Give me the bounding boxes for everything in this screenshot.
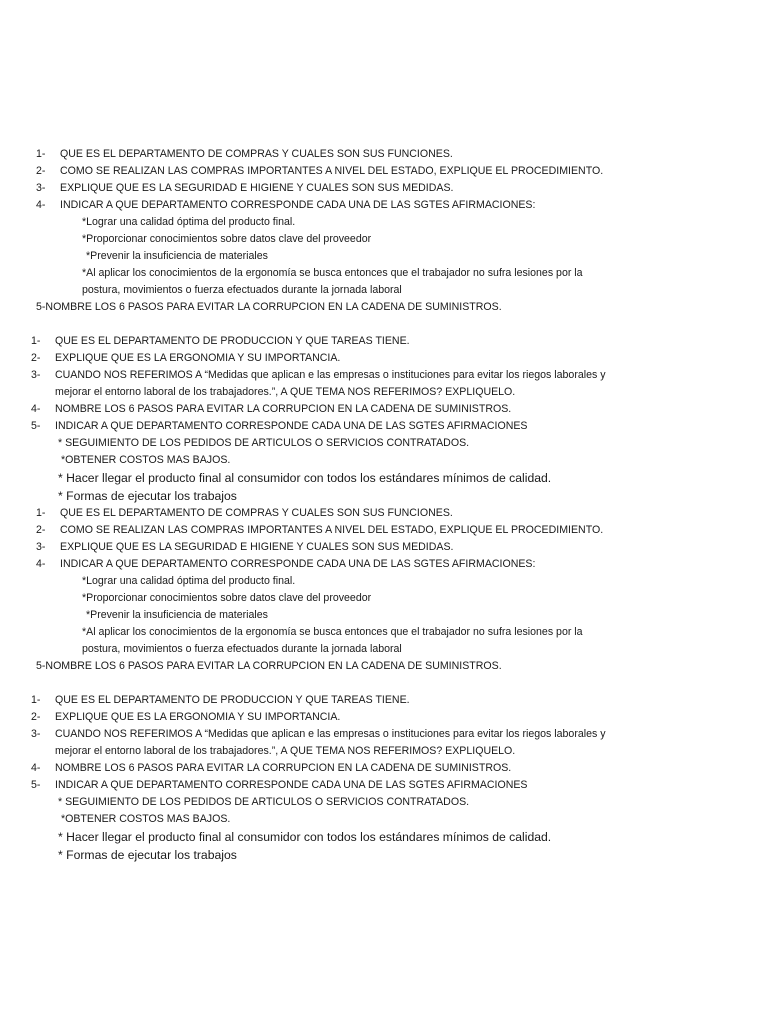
question-text: EXPLIQUE QUE ES LA ERGONOMIA Y SU IMPORTANCIA. (55, 352, 341, 364)
question-text: NOMBRE LOS 6 PASOS PARA EVITAR LA CORRUPCION EN LA CADENA DE SUMINISTROS. (55, 762, 512, 774)
question-number: 1- (36, 507, 46, 519)
statement-item: * Formas de ejecutar los trabajos (58, 489, 237, 503)
question-line (0, 777, 768, 794)
question-text: NOMBRE LOS 6 PASOS PARA EVITAR LA CORRUPCION EN LA CADENA DE SUMINISTROS. (55, 403, 512, 415)
question-line (0, 522, 768, 539)
question-line (0, 726, 768, 743)
statement-item-continuation: postura, movimientos o fuerza efectuados durante la jornada laboral (82, 284, 402, 296)
question-line (0, 197, 768, 214)
question-number: 2- (31, 352, 41, 364)
question-line (0, 333, 768, 350)
question-line (0, 658, 768, 675)
question-continuation: mejorar el entorno laboral de los trabajadores.”, A QUE TEMA NOS REFERIMOS? EXPLIQUELO. (55, 386, 516, 398)
question-line (0, 350, 768, 367)
question-line (0, 692, 768, 709)
question-continuation: mejorar el entorno laboral de los trabajadores.”, A QUE TEMA NOS REFERIMOS? EXPLIQUELO. (55, 745, 516, 757)
question-text: QUE ES EL DEPARTAMENTO DE COMPRAS Y CUALES SON SUS FUNCIONES. (60, 148, 453, 160)
question-number: 4- (31, 762, 41, 774)
question-number: 3- (31, 728, 41, 740)
question-line (0, 418, 768, 435)
statement-item: * SEGUIMIENTO DE LOS PEDIDOS DE ARTICULOS O SERVICIOS CONTRATADOS. (58, 437, 470, 449)
statement-item: *Al aplicar los conocimientos de la ergonomía se busca entonces que el trabajador no sufra lesiones por la (82, 267, 583, 279)
question-number: 1- (31, 335, 41, 347)
question-text: INDICAR A QUE DEPARTAMENTO CORRESPONDE CADA UNA DE LAS SGTES AFIRMACIONES (55, 420, 528, 432)
question-line (0, 505, 768, 522)
question-text: 5-NOMBRE LOS 6 PASOS PARA EVITAR LA CORRUPCION EN LA CADENA DE SUMINISTROS. (36, 301, 502, 313)
document-page (0, 146, 768, 864)
statement-item: *Prevenir la insuficiencia de materiales (86, 609, 268, 621)
question-line (0, 556, 768, 573)
statement-item: *Lograr una calidad óptima del producto final. (82, 216, 296, 228)
question-number: 4- (36, 199, 46, 211)
question-line (0, 760, 768, 777)
question-line (0, 539, 768, 556)
question-text: QUE ES EL DEPARTAMENTO DE COMPRAS Y CUALES SON SUS FUNCIONES. (60, 507, 453, 519)
question-text: EXPLIQUE QUE ES LA ERGONOMIA Y SU IMPORTANCIA. (55, 711, 341, 723)
question-text: QUE ES EL DEPARTAMENTO DE PRODUCCION Y QUE TAREAS TIENE. (55, 694, 410, 706)
question-number: 1- (36, 148, 46, 160)
question-line (0, 299, 768, 316)
question-text: INDICAR A QUE DEPARTAMENTO CORRESPONDE CADA UNA DE LAS SGTES AFIRMACIONES: (60, 558, 536, 570)
question-number: 5- (31, 779, 41, 791)
statement-item: *Lograr una calidad óptima del producto final. (82, 575, 296, 587)
statement-item: *Al aplicar los conocimientos de la ergonomía se busca entonces que el trabajador no sufra lesiones por la (82, 626, 583, 638)
question-text: EXPLIQUE QUE ES LA SEGURIDAD E HIGIENE Y CUALES SON SUS MEDIDAS. (60, 541, 454, 553)
question-number: 3- (31, 369, 41, 381)
question-number: 2- (31, 711, 41, 723)
question-number: 2- (36, 165, 46, 177)
question-text: EXPLIQUE QUE ES LA SEGURIDAD E HIGIENE Y CUALES SON SUS MEDIDAS. (60, 182, 454, 194)
question-text: QUE ES EL DEPARTAMENTO DE PRODUCCION Y QUE TAREAS TIENE. (55, 335, 410, 347)
question-number: 3- (36, 541, 46, 553)
question-line (0, 401, 768, 418)
statement-item: *Prevenir la insuficiencia de materiales (86, 250, 268, 262)
question-text: 5-NOMBRE LOS 6 PASOS PARA EVITAR LA CORRUPCION EN LA CADENA DE SUMINISTROS. (36, 660, 502, 672)
statement-item: *OBTENER COSTOS MAS BAJOS. (61, 454, 231, 466)
question-number: 2- (36, 524, 46, 536)
question-line (0, 163, 768, 180)
question-number: 4- (36, 558, 46, 570)
question-number: 1- (31, 694, 41, 706)
question-line (0, 180, 768, 197)
question-text: COMO SE REALIZAN LAS COMPRAS IMPORTANTES A NIVEL DEL ESTADO, EXPLIQUE EL PROCEDIMIENTO. (60, 165, 604, 177)
question-text: CUANDO NOS REFERIMOS A “Medidas que aplican e las empresas o instituciones para evitar los riegos laborales y (55, 728, 606, 740)
question-number: 5- (31, 420, 41, 432)
question-text: COMO SE REALIZAN LAS COMPRAS IMPORTANTES A NIVEL DEL ESTADO, EXPLIQUE EL PROCEDIMIENTO. (60, 524, 604, 536)
question-line (0, 709, 768, 726)
statement-item: * SEGUIMIENTO DE LOS PEDIDOS DE ARTICULOS O SERVICIOS CONTRATADOS. (58, 796, 470, 808)
statement-item: *OBTENER COSTOS MAS BAJOS. (61, 813, 231, 825)
question-number: 3- (36, 182, 46, 194)
question-text: CUANDO NOS REFERIMOS A “Medidas que aplican e las empresas o instituciones para evitar los riegos laborales y (55, 369, 606, 381)
question-number: 4- (31, 403, 41, 415)
question-line (0, 367, 768, 384)
question-line (0, 146, 768, 163)
statement-item: *Proporcionar conocimientos sobre datos clave del proveedor (82, 233, 372, 245)
statement-item: * Hacer llegar el producto final al consumidor con todos los estándares mínimos de calidad. (58, 830, 552, 844)
statement-item-continuation: postura, movimientos o fuerza efectuados durante la jornada laboral (82, 643, 402, 655)
question-text: INDICAR A QUE DEPARTAMENTO CORRESPONDE CADA UNA DE LAS SGTES AFIRMACIONES (55, 779, 528, 791)
question-text: INDICAR A QUE DEPARTAMENTO CORRESPONDE CADA UNA DE LAS SGTES AFIRMACIONES: (60, 199, 536, 211)
statement-item: *Proporcionar conocimientos sobre datos clave del proveedor (82, 592, 372, 604)
statement-item: * Hacer llegar el producto final al consumidor con todos los estándares mínimos de calidad. (58, 471, 552, 485)
statement-item: * Formas de ejecutar los trabajos (58, 848, 237, 862)
